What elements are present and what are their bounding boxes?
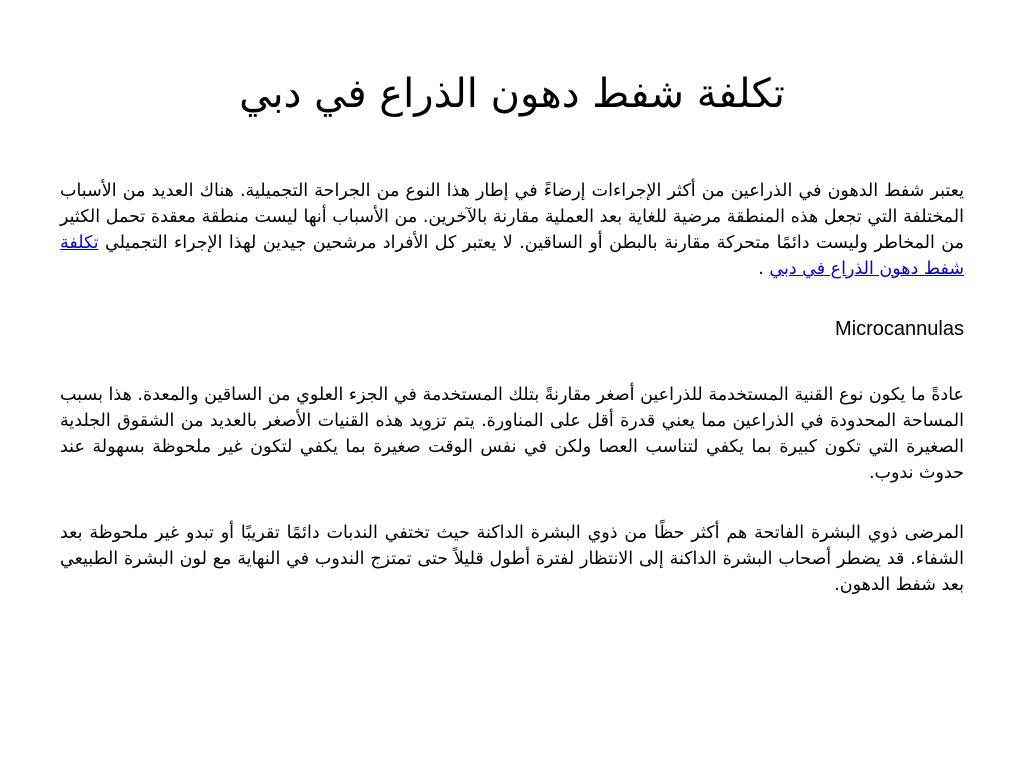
slide-body xyxy=(60,178,964,598)
section-heading-microcannulas: Microcannulas xyxy=(835,318,964,340)
paragraph-intro-text: يعتبر شفط الدهون في الذراعين من أكثر الإجراءات إرضاءً في إطار هذا النوع من الجراحة التجميلية. هناك العديد من الأسباب المختلفة التي تجعل هذه المنطقة مرضية للغاية بعد العملية مقارنة بالآخرين. من الأسباب أنها ليست منطقة معقدة تحمل الكثير من المخاطر وليست دائمًا متحركة مقارنة بالبطن أو الساقين. لا يعتبر كل الأفراد مرشحين جيدين لهذا الإجراء التجميلي xyxy=(60,181,964,253)
paragraph-intro-end: . xyxy=(758,259,764,279)
slide-title: تكلفة شفط دهون الذراع في دبي xyxy=(239,71,785,117)
cost-link[interactable]: تكلفة شفط دهون الذراع في دبي xyxy=(60,233,964,279)
paragraph-intro xyxy=(60,178,964,282)
paragraph-skin-tone: المرضى ذوي البشرة الفاتحة هم أكثر حظًا من ذوي البشرة الداكنة حيث تختفي الندبات دائمًا تقريبًا أو تبدو غير ملحوظة بعد الشفاء. قد يضطر أصحاب البشرة الداكنة إلى الانتظار لفترة أطول قليلاً حتى تمتزج الندوب في النهاية مع لون البشرة الطبيعي بعد شفط الدهون. xyxy=(60,523,964,595)
paragraph-cannula: عادةً ما يكون نوع القنية المستخدمة للذراعين أصغر مقارنةً بتلك المستخدمة في الجزء العلوي من الساقين والمعدة. هذا بسبب المساحة المحدودة في الذراعين مما يعني قدرة أقل على المناورة. يتم تزويد هذه القنيات الأصغر بالعديد من الشقوق الجلدية الصغيرة التي تكون كبيرة بما يكفي لتناسب العصا ولكن في نفس الوقت صغيرة بما يكفي لتكون غير ملحوظة بسهولة عند حدوث ندوب. xyxy=(60,385,964,483)
